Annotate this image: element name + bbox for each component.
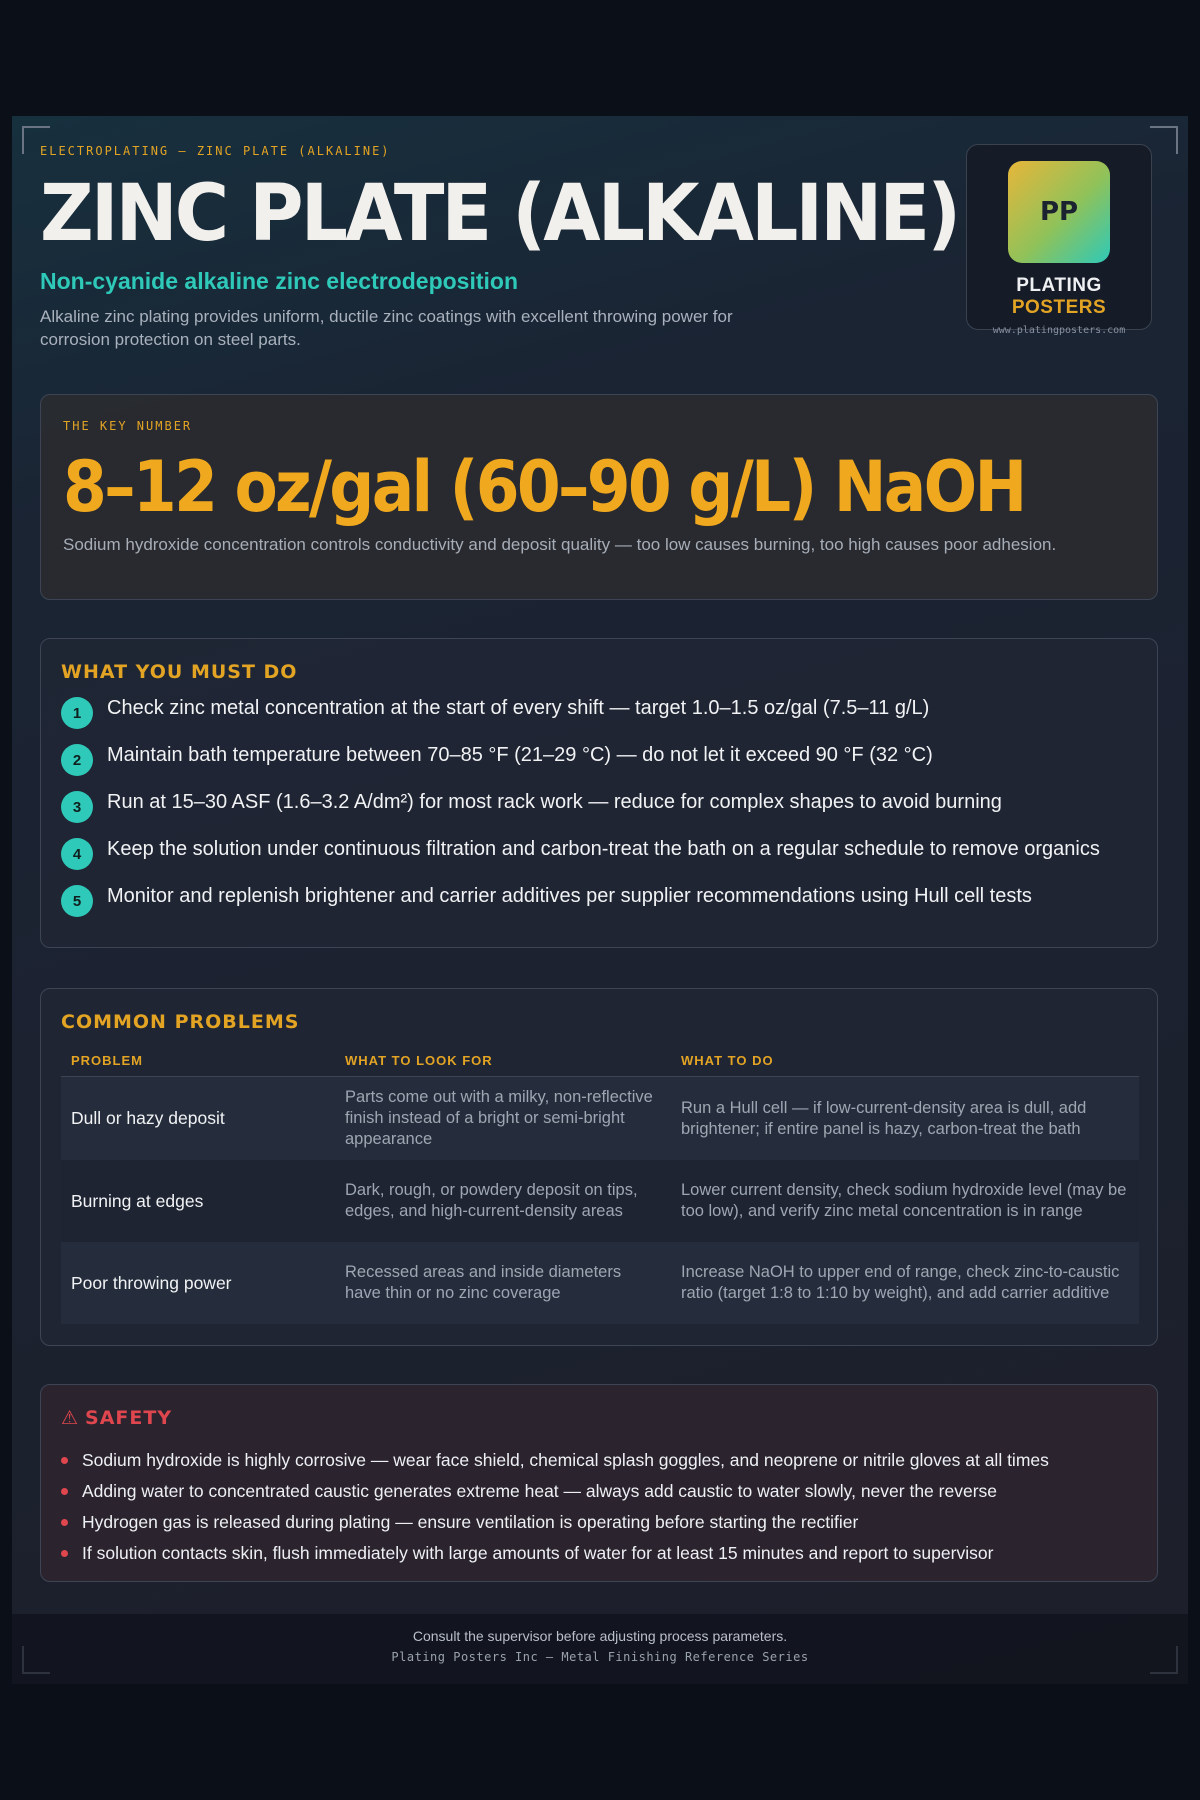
look-for-cell: Parts come out with a milky, non-reflective finish instead of a bright or semi-bright appearance bbox=[335, 1077, 671, 1161]
safety-card bbox=[40, 1384, 1158, 1582]
step-text: Keep the solution under continuous filtration and carbon-treat the bath on a regular schedule to remove organics bbox=[107, 838, 1100, 860]
step-number-badge: 2 bbox=[61, 744, 93, 776]
poster bbox=[12, 116, 1188, 1684]
corner-mark-top-right bbox=[1150, 126, 1178, 154]
what-to-do-cell: Lower current density, check sodium hydroxide level (may be too low), and verify zinc metal concentration is in range bbox=[671, 1160, 1139, 1242]
key-number-label: THE KEY NUMBER bbox=[63, 419, 193, 433]
bullet-dot-icon bbox=[61, 1550, 68, 1557]
warning-triangle-icon: ⚠ bbox=[61, 1407, 80, 1429]
safety-list bbox=[61, 1445, 1141, 1569]
step-item bbox=[61, 789, 1131, 823]
safety-item-text: Adding water to concentrated caustic generates extreme heat — always add caustic to water slowly, never the reverse bbox=[82, 1481, 997, 1501]
step-number-badge: 3 bbox=[61, 791, 93, 823]
bullet-dot-icon bbox=[61, 1457, 68, 1464]
step-number-badge: 4 bbox=[61, 838, 93, 870]
poster-header bbox=[40, 144, 959, 351]
must-do-list bbox=[61, 695, 1131, 930]
safety-item-text: Sodium hydroxide is highly corrosive — wear face shield, chemical splash goggles, and neoprene or nitrile gloves at all times bbox=[82, 1450, 1049, 1470]
step-text: Monitor and replenish brightener and carrier additives per supplier recommendations using Hull cell tests bbox=[107, 885, 1032, 907]
table-row bbox=[61, 1160, 1139, 1242]
step-item bbox=[61, 836, 1131, 870]
table-row bbox=[61, 1077, 1139, 1161]
table-header-row bbox=[61, 1047, 1139, 1077]
bullet-dot-icon bbox=[61, 1519, 68, 1526]
eyebrow-label: ELECTROPLATING — ZINC PLATE (ALKALINE) bbox=[40, 144, 391, 158]
table-row bbox=[61, 1242, 1139, 1324]
bullet-dot-icon bbox=[61, 1488, 68, 1495]
problem-cell: Burning at edges bbox=[61, 1160, 335, 1242]
step-item bbox=[61, 883, 1131, 917]
brand-name bbox=[967, 275, 1151, 319]
brand-logo-icon: PP bbox=[1008, 161, 1110, 263]
step-number-badge: 1 bbox=[61, 697, 93, 729]
step-item bbox=[61, 742, 1131, 776]
poster-title: ZINC PLATE (ALKALINE) bbox=[40, 169, 959, 259]
poster-lede: Alkaline zinc plating provides uniform, ductile zinc coatings with excellent throwing power for corrosion protection on steel parts. bbox=[40, 307, 733, 349]
common-problems-card bbox=[40, 988, 1158, 1346]
key-number-value: 8–12 oz/gal (60–90 g/L) NaOH bbox=[63, 446, 1025, 528]
problems-table bbox=[61, 1047, 1139, 1324]
safety-heading bbox=[61, 1407, 172, 1429]
footer-note: Consult the supervisor before adjusting process parameters. bbox=[412, 1628, 788, 1644]
safety-item-text: If solution contacts skin, flush immediately with large amounts of water for at least 15 minutes and report to supervisor bbox=[82, 1543, 994, 1563]
safety-item bbox=[61, 1476, 1141, 1507]
step-item bbox=[61, 695, 1131, 729]
step-text: Run at 15–30 ASF (1.6–3.2 A/dm²) for most rack work — reduce for complex shapes to avoid burning bbox=[107, 791, 1002, 813]
brand-name-part1: PLATING bbox=[1016, 275, 1102, 296]
safety-item bbox=[61, 1538, 1141, 1569]
must-do-title: WHAT YOU MUST DO bbox=[61, 661, 298, 683]
problem-cell: Dull or hazy deposit bbox=[61, 1077, 335, 1161]
step-text: Check zinc metal concentration at the start of every shift — target 1.0–1.5 oz/gal (7.5–11 g/L) bbox=[107, 697, 930, 719]
brand-name-part2: POSTERS bbox=[1011, 297, 1107, 318]
brand-url: www.platingposters.com bbox=[992, 325, 1126, 336]
column-header-what-to-do: WHAT TO DO bbox=[671, 1047, 1139, 1077]
brand-logo-card bbox=[966, 144, 1152, 336]
step-number-badge: 5 bbox=[61, 885, 93, 917]
look-for-cell: Recessed areas and inside diameters have thin or no zinc coverage bbox=[335, 1242, 671, 1324]
key-number-description: Sodium hydroxide concentration controls conductivity and deposit quality — too low causes burning, too high causes poor adhesion. bbox=[63, 535, 1057, 554]
safety-item bbox=[61, 1507, 1141, 1538]
look-for-cell: Dark, rough, or powdery deposit on tips, edges, and high-current-density areas bbox=[335, 1160, 671, 1242]
must-do-card bbox=[40, 638, 1158, 948]
what-to-do-cell: Run a Hull cell — if low-current-density area is dull, add brightener; if entire panel is hazy, carbon-treat the bath bbox=[671, 1077, 1139, 1161]
problem-cell: Poor throwing power bbox=[61, 1242, 335, 1324]
poster-subtitle: Non-cyanide alkaline zinc electrodeposition bbox=[40, 268, 519, 294]
poster-footer bbox=[12, 1614, 1188, 1684]
footer-series: Plating Posters Inc — Metal Finishing Reference Series bbox=[391, 1650, 809, 1664]
step-text: Maintain bath temperature between 70–85 °F (21–29 °C) — do not let it exceed 90 °F (32 °C) bbox=[107, 744, 933, 766]
column-header-problem: PROBLEM bbox=[61, 1047, 335, 1077]
safety-item-text: Hydrogen gas is released during plating — ensure ventilation is operating before starting the rectifier bbox=[82, 1512, 859, 1532]
column-header-look-for: WHAT TO LOOK FOR bbox=[335, 1047, 671, 1077]
common-problems-title: COMMON PROBLEMS bbox=[61, 1011, 300, 1033]
what-to-do-cell: Increase NaOH to upper end of range, check zinc-to-caustic ratio (target 1:8 to 1:10 by weight), and add carrier additive bbox=[671, 1242, 1139, 1324]
safety-title: SAFETY bbox=[85, 1407, 173, 1429]
safety-item bbox=[61, 1445, 1141, 1476]
key-number-card bbox=[40, 394, 1158, 600]
